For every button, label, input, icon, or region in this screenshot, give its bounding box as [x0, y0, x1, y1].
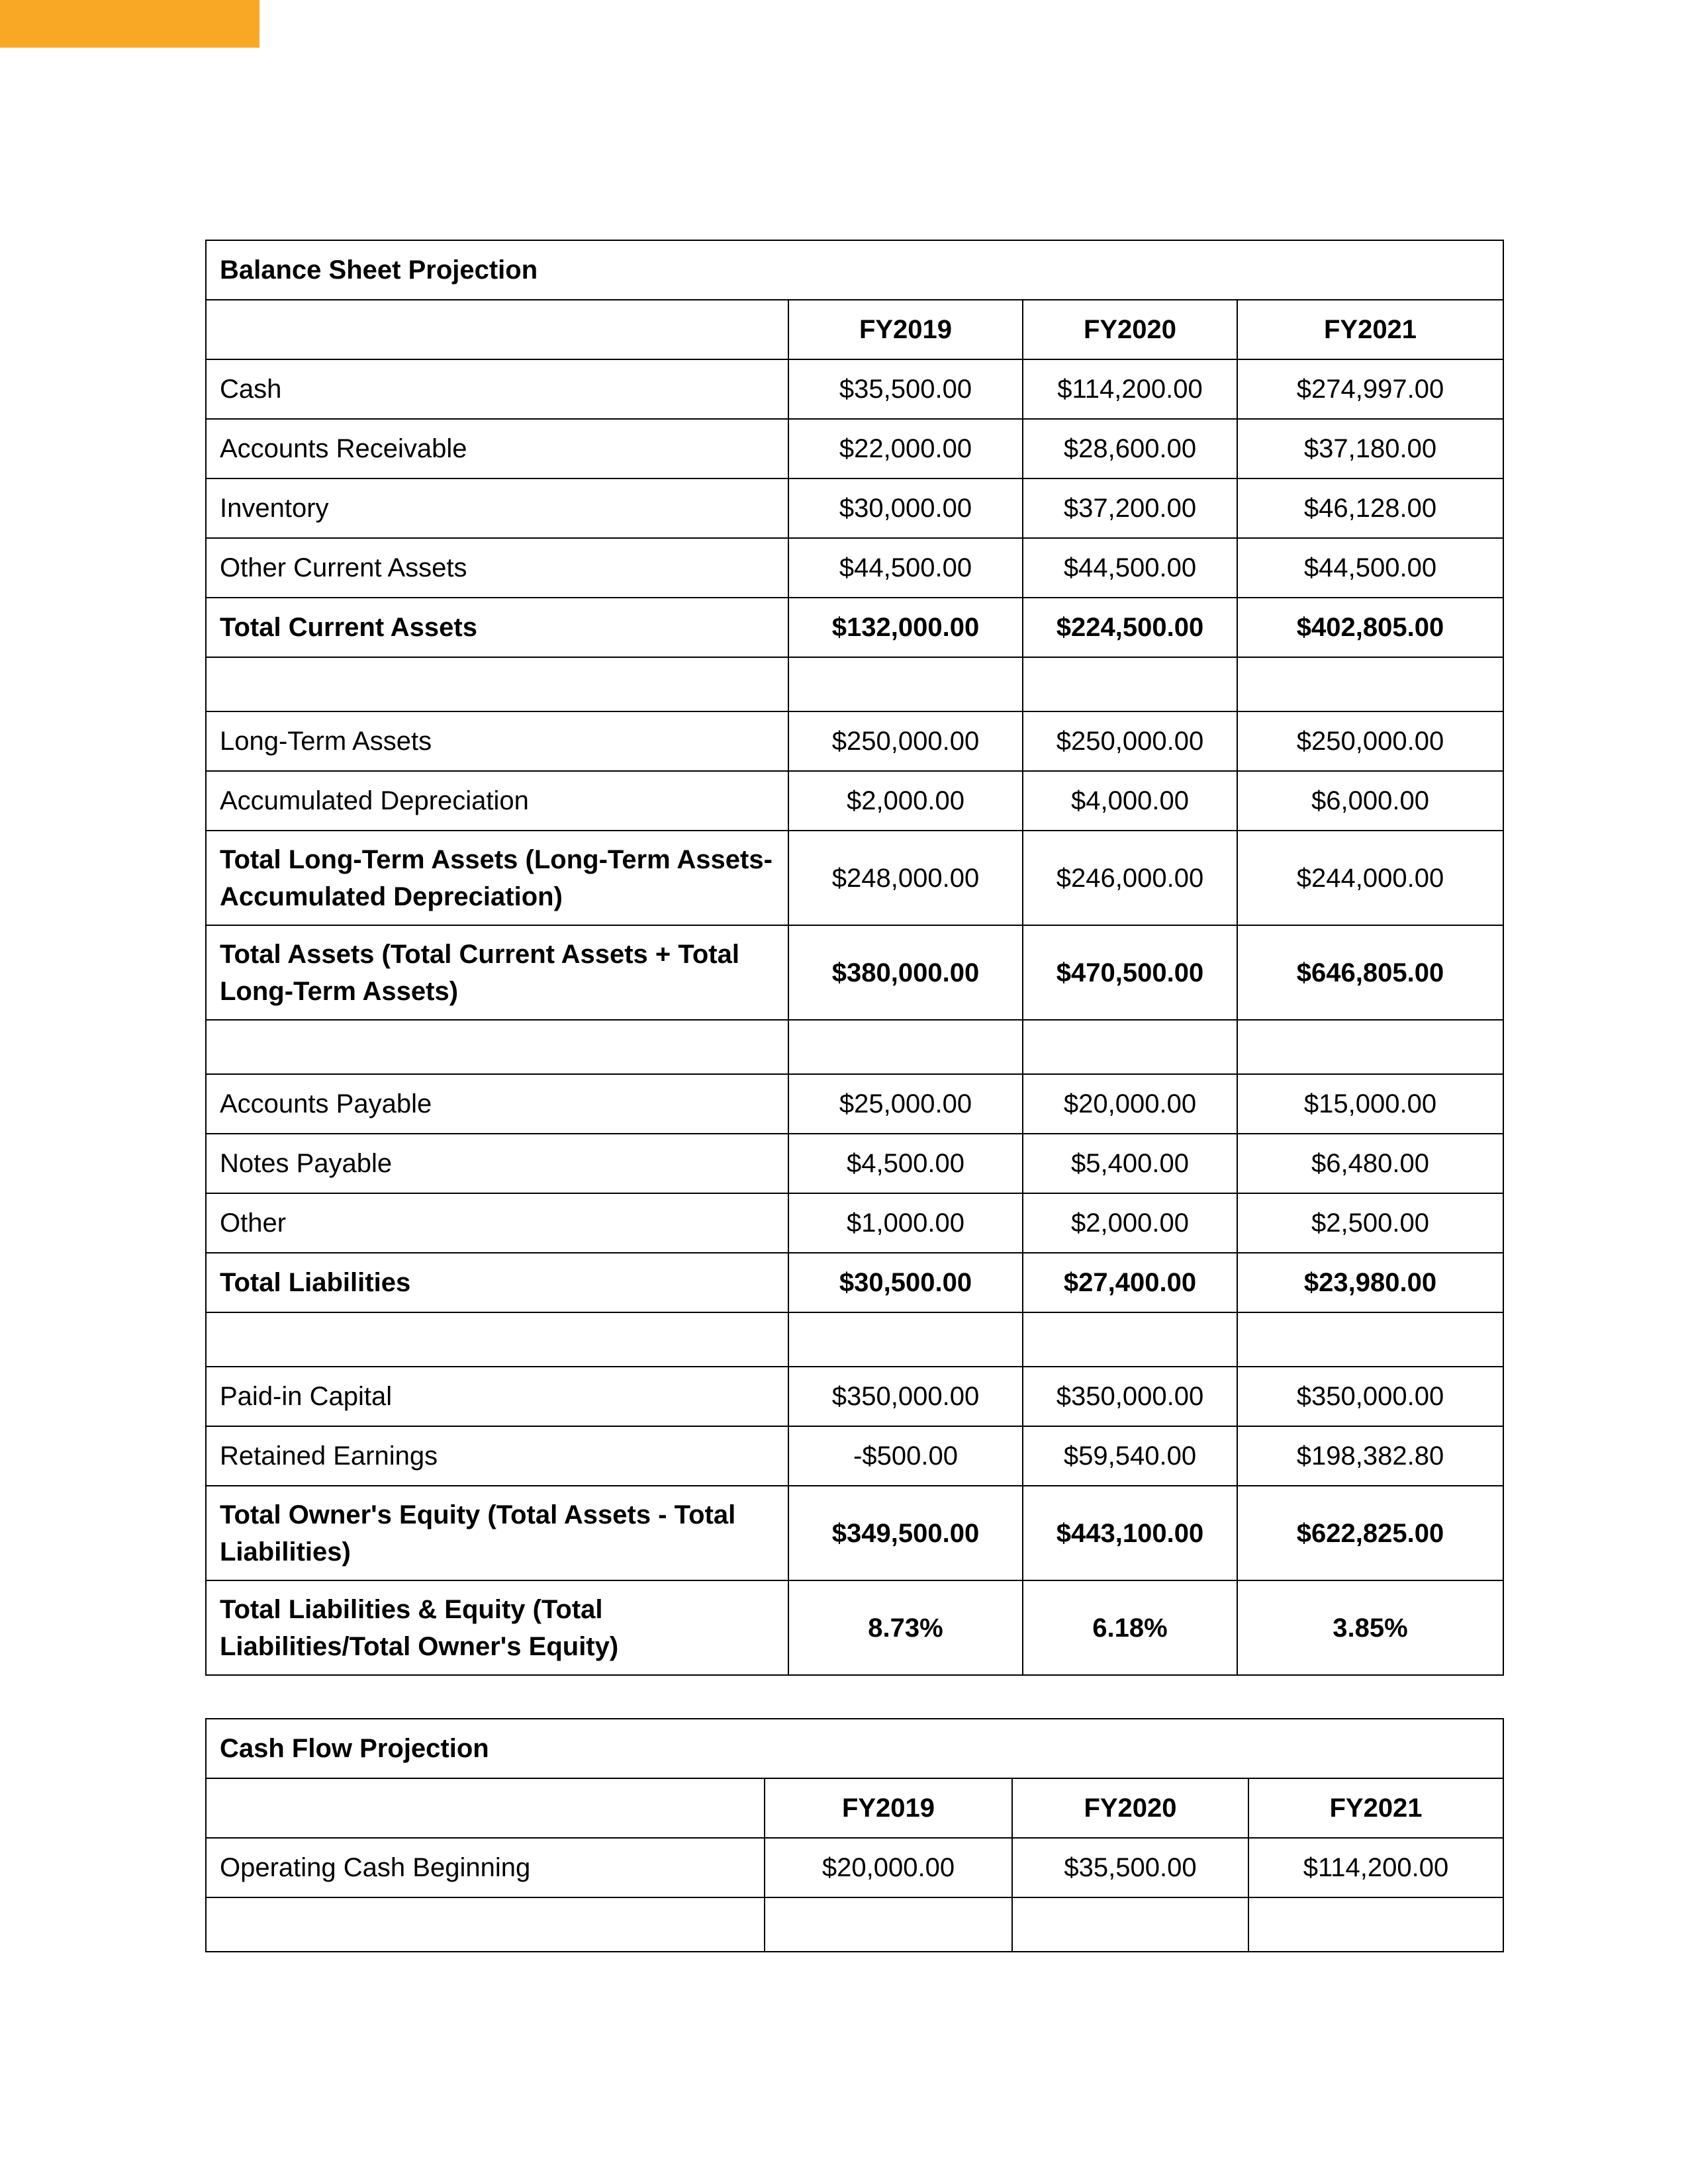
- value-cell: $44,500.00: [788, 538, 1023, 598]
- table-row: [206, 598, 1503, 657]
- value-cell: $37,180.00: [1237, 419, 1503, 478]
- table-row: [206, 925, 1503, 1020]
- header-empty-cell: [206, 1778, 765, 1838]
- value-cell: $1,000.00: [788, 1193, 1023, 1253]
- table-row: [206, 478, 1503, 538]
- row-label: Paid-in Capital: [206, 1367, 788, 1426]
- value-cell: $2,000.00: [1023, 1193, 1237, 1253]
- value-cell: $380,000.00: [788, 925, 1023, 1020]
- row-label: Other: [206, 1193, 788, 1253]
- value-cell: 3.85%: [1237, 1580, 1503, 1675]
- value-cell: $27,400.00: [1023, 1253, 1237, 1312]
- value-cell: $250,000.00: [1023, 711, 1237, 771]
- table-row: [206, 1838, 1503, 1897]
- value-cell: $198,382.80: [1237, 1426, 1503, 1486]
- value-cell: $250,000.00: [1237, 711, 1503, 771]
- value-cell: $22,000.00: [788, 419, 1023, 478]
- value-cell: $44,500.00: [1237, 538, 1503, 598]
- empty-cell: [1012, 1897, 1248, 1952]
- row-label: Other Current Assets: [206, 538, 788, 598]
- accent-bar: [0, 0, 259, 48]
- table-row: [206, 1134, 1503, 1193]
- table-row: [206, 1253, 1503, 1312]
- table-row: [206, 1367, 1503, 1426]
- value-cell: $20,000.00: [1023, 1074, 1237, 1134]
- empty-cell: [788, 657, 1023, 711]
- value-cell: $35,500.00: [788, 359, 1023, 419]
- table-row: [206, 831, 1503, 925]
- balance-sheet-table: [205, 240, 1504, 1676]
- empty-cell: [206, 1312, 788, 1367]
- value-cell: $274,997.00: [1237, 359, 1503, 419]
- row-label: Accounts Payable: [206, 1074, 788, 1134]
- value-cell: $470,500.00: [1023, 925, 1237, 1020]
- empty-cell: [765, 1897, 1012, 1952]
- column-header: FY2020: [1012, 1778, 1248, 1838]
- value-cell: 6.18%: [1023, 1580, 1237, 1675]
- table-row: [206, 419, 1503, 478]
- value-cell: $350,000.00: [1023, 1367, 1237, 1426]
- table-row: [206, 1074, 1503, 1134]
- row-label: Total Owner's Equity (Total Assets - Total Liabilities): [206, 1486, 788, 1580]
- row-label: Total Liabilities & Equity (Total Liabilities/Total Owner's Equity): [206, 1580, 788, 1675]
- cash-flow-caption-row: [206, 1719, 1503, 1778]
- value-cell: $402,805.00: [1237, 598, 1503, 657]
- value-cell: $37,200.00: [1023, 478, 1237, 538]
- value-cell: $30,000.00: [788, 478, 1023, 538]
- value-cell: $350,000.00: [1237, 1367, 1503, 1426]
- row-label: Total Current Assets: [206, 598, 788, 657]
- empty-cell: [1248, 1897, 1503, 1952]
- value-cell: $46,128.00: [1237, 478, 1503, 538]
- value-cell: $646,805.00: [1237, 925, 1503, 1020]
- empty-cell: [1023, 1312, 1237, 1367]
- value-cell: $114,200.00: [1248, 1838, 1503, 1897]
- row-label: Total Assets (Total Current Assets + Total Long-Term Assets): [206, 925, 788, 1020]
- value-cell: $4,000.00: [1023, 771, 1237, 831]
- row-label: Inventory: [206, 478, 788, 538]
- value-cell: $244,000.00: [1237, 831, 1503, 925]
- value-cell: -$500.00: [788, 1426, 1023, 1486]
- empty-cell: [206, 657, 788, 711]
- table-row: [206, 1486, 1503, 1580]
- row-label: Accumulated Depreciation: [206, 771, 788, 831]
- table-row: [206, 1426, 1503, 1486]
- value-cell: $5,400.00: [1023, 1134, 1237, 1193]
- row-label: Notes Payable: [206, 1134, 788, 1193]
- empty-cell: [206, 1020, 788, 1074]
- value-cell: $35,500.00: [1012, 1838, 1248, 1897]
- value-cell: $4,500.00: [788, 1134, 1023, 1193]
- balance-sheet-title: Balance Sheet Projection: [206, 240, 1503, 300]
- spacer-row: [206, 1897, 1503, 1952]
- value-cell: $132,000.00: [788, 598, 1023, 657]
- value-cell: $28,600.00: [1023, 419, 1237, 478]
- balance-sheet-caption-row: [206, 240, 1503, 300]
- value-cell: $2,000.00: [788, 771, 1023, 831]
- value-cell: $44,500.00: [1023, 538, 1237, 598]
- empty-cell: [788, 1312, 1023, 1367]
- cash-flow-table: [205, 1718, 1504, 1952]
- value-cell: $250,000.00: [788, 711, 1023, 771]
- table-row: [206, 1193, 1503, 1253]
- value-cell: $349,500.00: [788, 1486, 1023, 1580]
- empty-cell: [788, 1020, 1023, 1074]
- empty-cell: [206, 1897, 765, 1952]
- value-cell: $59,540.00: [1023, 1426, 1237, 1486]
- column-header: FY2019: [765, 1778, 1012, 1838]
- table-row: [206, 1580, 1503, 1675]
- column-header: FY2021: [1248, 1778, 1503, 1838]
- value-cell: $224,500.00: [1023, 598, 1237, 657]
- empty-cell: [1023, 657, 1237, 711]
- value-cell: $622,825.00: [1237, 1486, 1503, 1580]
- row-label: Total Liabilities: [206, 1253, 788, 1312]
- table-row: [206, 771, 1503, 831]
- column-header: FY2019: [788, 300, 1023, 359]
- empty-cell: [1237, 1312, 1503, 1367]
- row-label: Accounts Receivable: [206, 419, 788, 478]
- value-cell: $6,480.00: [1237, 1134, 1503, 1193]
- cash-flow-title: Cash Flow Projection: [206, 1719, 1503, 1778]
- spacer-row: [206, 1312, 1503, 1367]
- value-cell: $23,980.00: [1237, 1253, 1503, 1312]
- value-cell: $350,000.00: [788, 1367, 1023, 1426]
- value-cell: $443,100.00: [1023, 1486, 1237, 1580]
- empty-cell: [1237, 657, 1503, 711]
- value-cell: $114,200.00: [1023, 359, 1237, 419]
- cash-flow-header-row: [206, 1778, 1503, 1838]
- value-cell: $246,000.00: [1023, 831, 1237, 925]
- value-cell: 8.73%: [788, 1580, 1023, 1675]
- value-cell: $20,000.00: [765, 1838, 1012, 1897]
- table-row: [206, 538, 1503, 598]
- row-label: Retained Earnings: [206, 1426, 788, 1486]
- spacer-row: [206, 657, 1503, 711]
- table-row: [206, 711, 1503, 771]
- spacer-row: [206, 1020, 1503, 1074]
- empty-cell: [1237, 1020, 1503, 1074]
- balance-sheet-header-row: [206, 300, 1503, 359]
- value-cell: $248,000.00: [788, 831, 1023, 925]
- column-header: FY2021: [1237, 300, 1503, 359]
- row-label: Total Long-Term Assets (Long-Term Assets-Accumulated Depreciation): [206, 831, 788, 925]
- value-cell: $25,000.00: [788, 1074, 1023, 1134]
- empty-cell: [1023, 1020, 1237, 1074]
- value-cell: $30,500.00: [788, 1253, 1023, 1312]
- value-cell: $15,000.00: [1237, 1074, 1503, 1134]
- row-label: Operating Cash Beginning: [206, 1838, 765, 1897]
- table-row: [206, 359, 1503, 419]
- column-header: FY2020: [1023, 300, 1237, 359]
- row-label: Long-Term Assets: [206, 711, 788, 771]
- row-label: Cash: [206, 359, 788, 419]
- value-cell: $2,500.00: [1237, 1193, 1503, 1253]
- value-cell: $6,000.00: [1237, 771, 1503, 831]
- header-empty-cell: [206, 300, 788, 359]
